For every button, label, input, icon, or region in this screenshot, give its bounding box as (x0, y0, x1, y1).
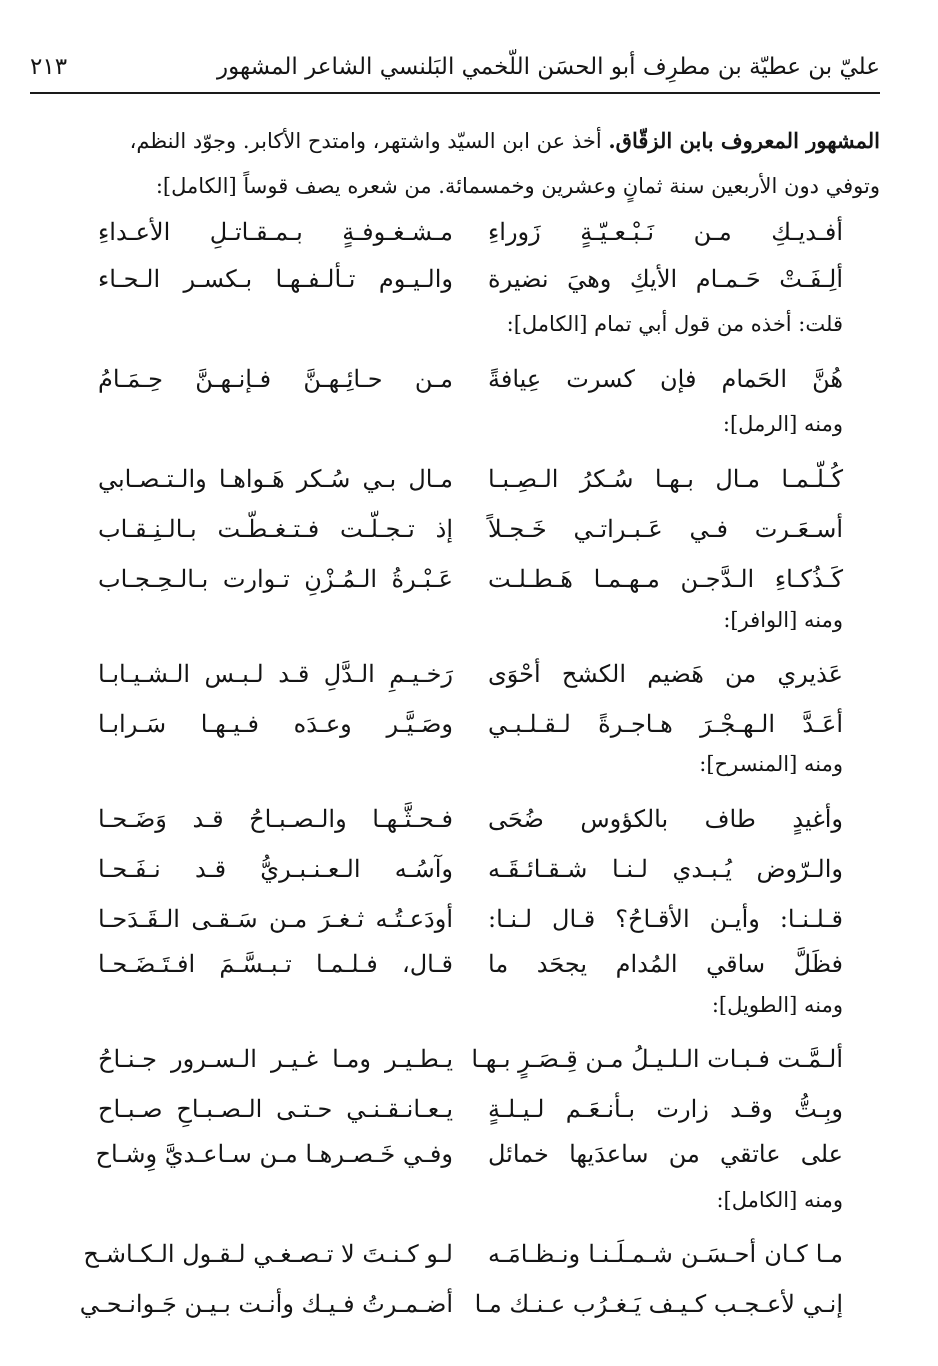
first-hemistich: أفـديـكِ مـن نَـبْـعـيّـةٍ زَوراءِ (488, 218, 843, 246)
first-hemistich: كُـلّـمـا مـال بـهـا سُـكرُ الـصِـبـا (488, 465, 843, 493)
verse-line (0, 660, 938, 710)
second-hemistich: أضـمـرتُ فـيـك وأنـت بـيـن جَـوانـحـي (79, 1290, 453, 1318)
first-hemistich: أعَـدَّ الـهـجْـرَ هـاجـرةً لـقـلـبـي (488, 710, 843, 738)
poet-name: المشهور المعروف بابن الزقّاق. (608, 128, 880, 153)
intro-paragraph (60, 118, 880, 209)
section-heading: ومنه [الوافر]: (723, 608, 843, 632)
verse-line (0, 1240, 938, 1290)
first-hemistich: ألـمَّـت فـبـات الـلـيـلُ مـن قِـصَـرٍ بـهـا (471, 1045, 843, 1073)
first-hemistich: وأغيدٍ طاف بالكؤوس ضُحَى (488, 805, 843, 833)
verse-line (0, 465, 938, 515)
verse-line (0, 365, 938, 415)
verse-line (0, 805, 938, 855)
second-hemistich: قـال، فـلـمـا تـبـسَّـمَ افـتَـضَـحـا (98, 950, 453, 978)
intro-line-1-text: أخذ عن ابن السيّد واشتهر، وامتدح الأكابر. وجوّد النظم، (129, 129, 609, 153)
first-hemistich: على عاتقي من ساعدَيها خمائل (488, 1140, 843, 1168)
section-heading: ومنه [الرمل]: (722, 412, 843, 436)
second-hemistich: إذ تـجـلّـت فـتـغـطّـت بـالـنِـقـاب (98, 515, 453, 543)
first-hemistich: وبِـتُّ وقـد زارت بـأنـعَـم لـيـلـةٍ (488, 1095, 843, 1123)
second-hemistich: وآسُـه الـعـنـبـريُّ قـد نـفَـحـا (98, 855, 453, 883)
second-hemistich: أودَعـتُـه ثـغـرَ مـن سَـقـى الـقَـدَحـا (98, 905, 453, 933)
intro-line-1 (60, 118, 880, 164)
first-hemistich: هُنَّ الحَمام فإن كسرت عِيافةً (488, 365, 843, 393)
second-hemistich: يـعـانـقـنـي حـتـى الـصـبـاحِ صـبـاح (98, 1095, 453, 1123)
verse-line (0, 855, 938, 905)
section-heading: قلت: أخذه من قول أبي تمام [الكامل]: (506, 312, 843, 336)
verse-line (0, 515, 938, 565)
verse-line (0, 905, 938, 955)
second-hemistich: وفـي خَـصـرهـا مـن سـاعـديَّ وِشـاح (95, 1140, 453, 1168)
second-hemistich: لـو كـنـتَ لا تـصـغـي لـقـول الـكـاشـح (83, 1240, 453, 1268)
second-hemistich: يـطـيـر ومـا غـيـر الـسـرور جـنـاحُ (98, 1045, 453, 1073)
second-hemistich: وصَـيَّـر وعـدَه فـيـهـا سَـرابـا (98, 710, 453, 738)
first-hemistich: ألِـفَـتْ حَـمـام الأيكِ وهيَ نضيرة (488, 265, 843, 293)
section-heading: ومنه [الطويل]: (711, 993, 843, 1017)
first-hemistich: مـا كـان أحـسَـن شـمـلَـنـا ونـظـامَـه (488, 1240, 843, 1268)
second-hemistich: مـشـغـوفـةٍ بـمـقـاتـلِ الأعـداءِ (98, 218, 453, 246)
verse-line (0, 1290, 938, 1340)
section-heading: ومنه [المنسرح]: (699, 752, 843, 776)
second-hemistich: عَـبْـرةُ الـمُـزْنِ تـوارت بـالـحِـجـاب (98, 565, 453, 593)
verse-line (0, 265, 938, 315)
intro-line-2: وتوفي دون الأربعين سنة ثمانٍ وعشرين وخمسمائة. من شعره يصف قوساً [الكامل]: (155, 174, 880, 198)
first-hemistich: إنـي لأعـجـب كـيـف يَـغـرُب عـنـك مـا (474, 1290, 843, 1318)
second-hemistich: فـحـثَّـهـا والـصـبـاحُ قـد وَضَـحـا (98, 805, 453, 833)
verse-line (0, 1095, 938, 1145)
verse-line (0, 1045, 938, 1095)
second-hemistich: مـال بـي سُـكر هَـواهـا والـتـصـابي (98, 465, 453, 493)
section-heading: ومنه [الكامل]: (716, 1188, 843, 1212)
page-number: ٢١٣ (30, 54, 68, 80)
first-hemistich: عَذيري من هَضيم الكشح أحْوَى (488, 660, 843, 688)
running-title: عليّ بن عطيّة بن مطرِف أبو الحسَن اللّخمي البَلنسي الشاعر المشهور (216, 54, 880, 80)
first-hemistich: أسـعَـرت فـي عَـبـراتـي خَـجـلاً (488, 515, 843, 543)
page-header (30, 46, 880, 94)
second-hemistich: رَخـيـمِ الـدَّلِ قـد لـبـس الـشـيـابـا (98, 660, 453, 688)
first-hemistich: كَـذُكـاءِ الـدَّجـن مـهـمـا هَـطـلـت (488, 565, 843, 593)
verse-line (0, 1140, 938, 1190)
first-hemistich: قـلـنـا: وأيـن الأقـاحُ؟ قـال لـنـا: (488, 905, 843, 933)
second-hemistich: والـيـوم تـألـفـهـا بـكسـر الـحـاء (98, 265, 453, 293)
first-hemistich: فظَلَّ ساقي المُدام يجحَد ما (488, 950, 843, 978)
verse-line (0, 218, 938, 268)
second-hemistich: مـن حـائِـهـنَّ فـإنـهـنَّ حِـمَـامُ (98, 365, 453, 393)
first-hemistich: والـرّوض يُـبـدي لـنـا شـقـائـقَـه (488, 855, 843, 883)
